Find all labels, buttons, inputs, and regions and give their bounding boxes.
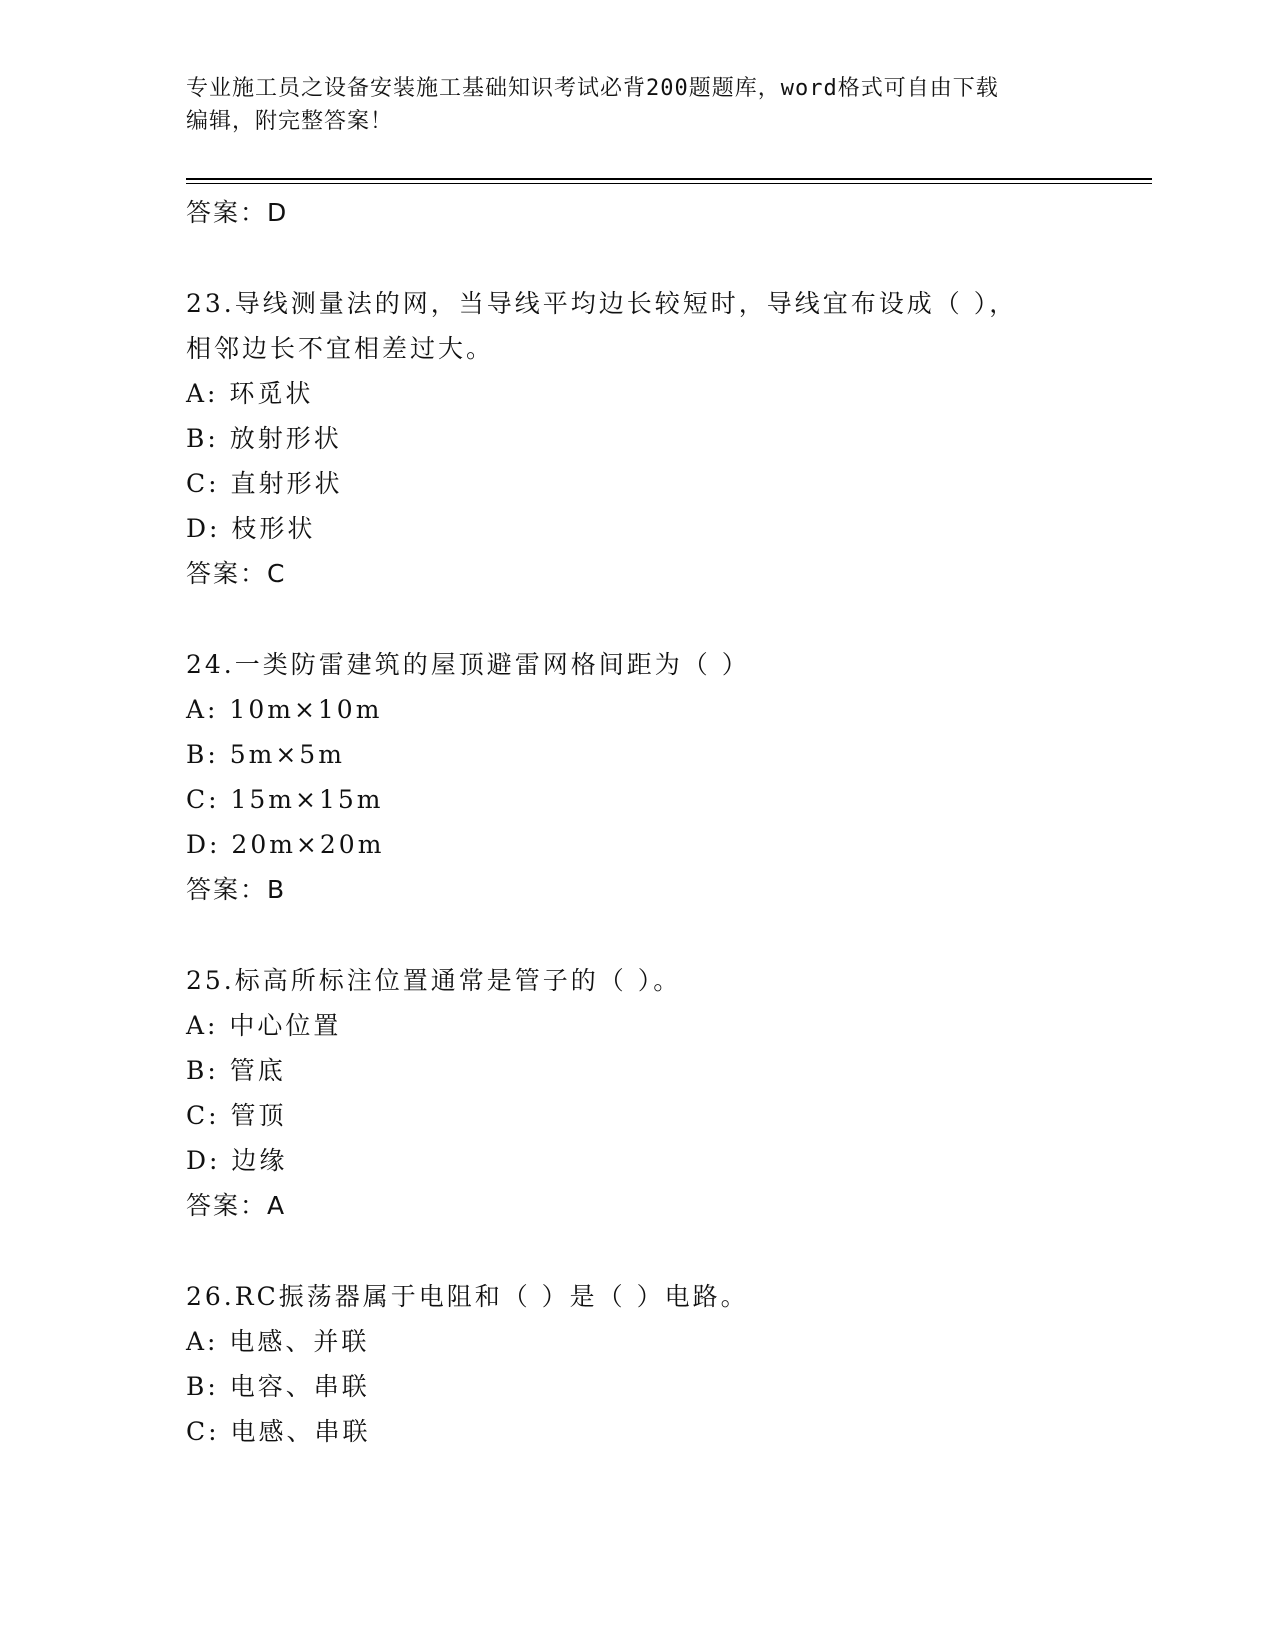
question-stem-continued: 相邻边长不宜相差过大。: [186, 334, 495, 363]
answer-24: 答案：B: [186, 875, 287, 904]
header-divider: [186, 178, 1152, 180]
question-26: [186, 1274, 1086, 1454]
option-a: A: 中心位置: [186, 1011, 342, 1040]
option-b: B: 电容、串联: [186, 1372, 370, 1401]
question-stem: 26.RC振荡器属于电阻和（ ）是（ ）电路。: [186, 1282, 749, 1311]
option-a: A: 环觅状: [186, 379, 314, 408]
answer-25: 答案：A: [186, 1191, 287, 1220]
header-title-line-2: 编辑，附完整答案！: [186, 109, 394, 134]
answer-22: 答案：D: [186, 198, 289, 227]
page-header: [186, 72, 1086, 138]
option-a: A: 电感、并联: [186, 1327, 370, 1356]
question-stem: 23.导线测量法的网，当导线平均边长较短时，导线宜布设成（ ），: [186, 289, 1018, 318]
question-24: [186, 642, 1086, 912]
option-b: B: 管底: [186, 1056, 286, 1085]
document-body: [186, 190, 1086, 1454]
option-c: C: 电感、串联: [186, 1417, 371, 1446]
option-d: D: 枝形状: [186, 514, 316, 543]
option-c: C: 直射形状: [186, 469, 343, 498]
option-d: D: 边缘: [186, 1146, 288, 1175]
option-b: B: 5m×5m: [186, 740, 345, 769]
option-a: A: 10m×10m: [186, 695, 383, 724]
header-divider-thin: [186, 183, 1152, 184]
option-d: D: 20m×20m: [186, 830, 385, 859]
question-stem: 24.一类防雷建筑的屋顶避雷网格间距为（ ）: [186, 650, 750, 679]
question-25: [186, 958, 1086, 1228]
option-b: B: 放射形状: [186, 424, 342, 453]
option-c: C: 15m×15m: [186, 785, 384, 814]
question-stem: 25.标高所标注位置通常是管子的（ ）。: [186, 966, 682, 995]
header-title-line-1: 专业施工员之设备安装施工基础知识考试必背200题题库，word格式可自由下载: [186, 76, 999, 101]
answer-23: 答案：C: [186, 559, 287, 588]
option-c: C: 管顶: [186, 1101, 287, 1130]
question-23: [186, 281, 1086, 596]
